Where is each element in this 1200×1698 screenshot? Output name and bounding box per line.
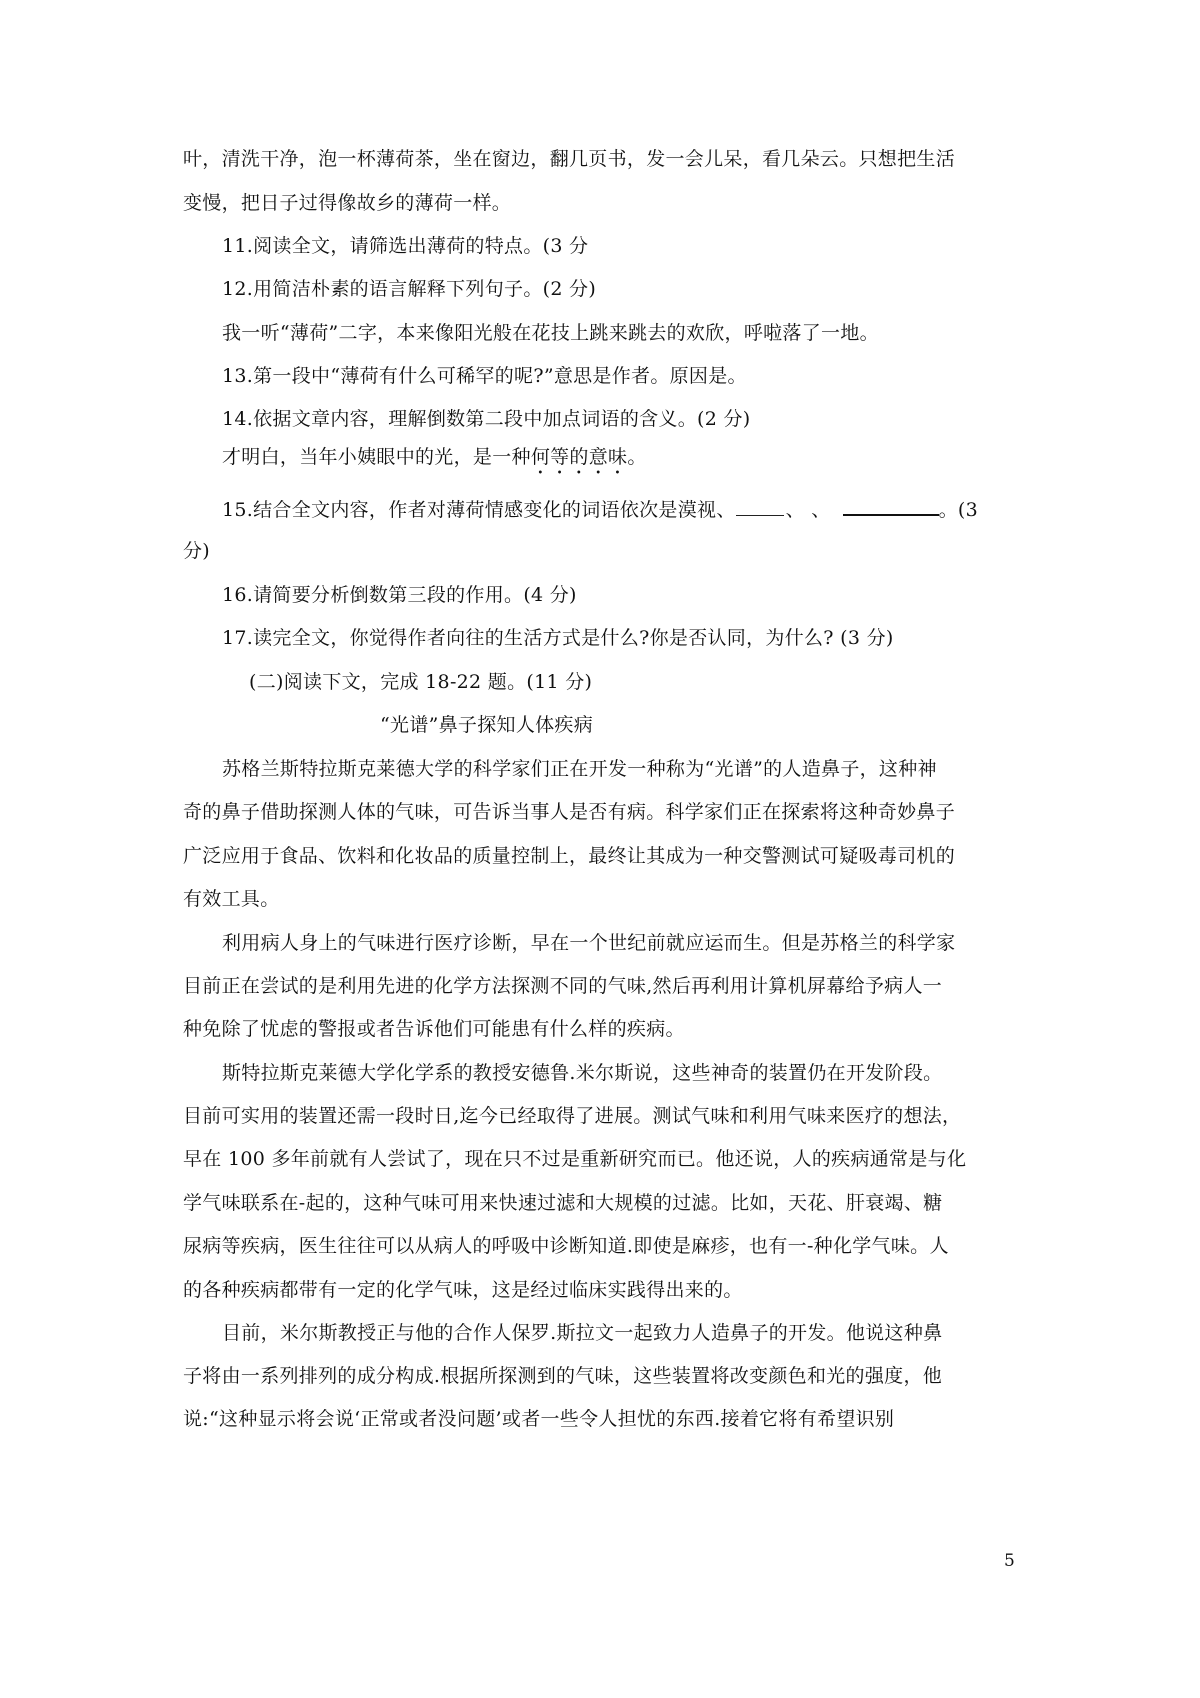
answer-blank[interactable]	[736, 497, 784, 516]
question-12: 12.用简洁朴素的语言解释下列句子。(2 分)	[222, 278, 597, 300]
question-15	[222, 496, 978, 523]
answer-blank[interactable]	[843, 496, 939, 516]
article-paragraph-line: 斯特拉斯克莱德大学化学系的教授安德鲁.米尔斯说，这些神奇的装置仍在开发阶段。	[222, 1062, 943, 1084]
article-paragraph-line: 学气味联系在-起的，这种气味可用来快速过滤和大规模的过滤。比如，天花、肝衰竭、糖	[183, 1192, 943, 1214]
article-paragraph-line: 目前正在尝试的是利用先进的化学方法探测不同的气味,然后再利用计算机屏幕给予病人一	[183, 975, 943, 997]
article-paragraph-line: 目前可实用的装置还需一段时日,迄今已经取得了进展。测试气味和利用气味来医疗的想法，	[183, 1105, 962, 1127]
article-paragraph-line: 广泛应用于食品、饮料和化妆品的质量控制上，最终让其成为一种交警测试可疑吸毒司机的	[183, 845, 956, 867]
article-paragraph-line: 苏格兰斯特拉斯克莱德大学的科学家们正在开发一种称为“光谱”的人造鼻子，这种神	[222, 758, 937, 780]
question-15-separators: 、 、	[785, 499, 831, 521]
article-paragraph-line: 种免除了忧虑的警报或者告诉他们可能患有什么样的疾病。	[183, 1018, 685, 1040]
question-15-text: 15.结合全文内容，作者对薄荷情感变化的词语依次是漠视、	[222, 499, 736, 521]
question-14: 14.依据文章内容，理解倒数第二段中加点词语的含义。(2 分)	[222, 408, 751, 430]
question-17: 17.读完全文，你觉得作者向往的生活方式是什么?你是否认同，为什么? (3 分)	[222, 627, 894, 649]
question-11: 11.阅读全文，请筛选出薄荷的特点。(3 分	[222, 235, 589, 257]
question-13: 13.第一段中“薄荷有什么可稀罕的呢?”意思是作者。原因是。	[222, 365, 747, 387]
essay-text-line: 叶，清洗干净，泡一杯薄荷茶，坐在窗边，翻几页书，发一会儿呆，看几朵云。只想把生活	[183, 148, 956, 170]
article-paragraph-line: 的各种疾病都带有一定的化学气味，这是经过临床实践得出来的。	[183, 1279, 743, 1301]
article-paragraph-line: 子将由一系列排列的成分构成.根据所探测到的气味，这些装置将改变颜色和光的强度，他	[183, 1365, 943, 1387]
article-paragraph-line: 说:“这种显示将会说‘正常或者没问题’或者一些令人担忧的东西.接着它将有希望识别	[183, 1408, 895, 1430]
article-paragraph-line: 尿病等疾病，医生往往可以从病人的呼吸中诊断知道.即使是麻疹，也有一-种化学气味。人	[183, 1235, 949, 1257]
question-16: 16.请简要分析倒数第三段的作用。(4 分)	[222, 584, 577, 606]
essay-text-line: 变慢，把日子过得像故乡的薄荷一样。	[183, 192, 512, 214]
section-heading: (二)阅读下文，完成 18-22 题。(11 分)	[249, 671, 593, 693]
dotted-phrase: 何等的意味	[530, 446, 628, 468]
page-number: 5	[1004, 1551, 1015, 1571]
article-paragraph-line: 奇的鼻子借助探测人体的气味，可告诉当事人是否有病。科学家们正在探索将这种奇妙鼻子	[183, 801, 956, 823]
question-14-sentence-start: 才明白，当年小姨眼中的光，是一种	[222, 446, 531, 468]
question-15-continued: 分)	[183, 540, 211, 562]
article-paragraph-line: 早在 100 多年前就有人尝试了，现在只不过是重新研究而已。他还说，人的疾病通常是与化	[183, 1148, 967, 1170]
question-15-points: 。(3	[938, 499, 978, 521]
article-paragraph-line: 目前，米尔斯教授正与他的合作人保罗.斯拉文一起致力人造鼻子的开发。他说这种鼻	[222, 1322, 943, 1344]
article-title: “光谱”鼻子探知人体疾病	[380, 714, 594, 736]
article-paragraph-line: 有效工具。	[183, 888, 280, 910]
question-12-sentence: 我一听“薄荷”二字，本来像阳光般在花技上跳来跳去的欢欣，呼啦落了一地。	[222, 322, 879, 344]
question-14-sentence	[222, 444, 647, 479]
article-paragraph-line: 利用病人身上的气味进行医疗诊断，早在一个世纪前就应运而生。但是苏格兰的科学家	[222, 932, 956, 954]
question-14-sentence-end: 。	[627, 446, 647, 468]
